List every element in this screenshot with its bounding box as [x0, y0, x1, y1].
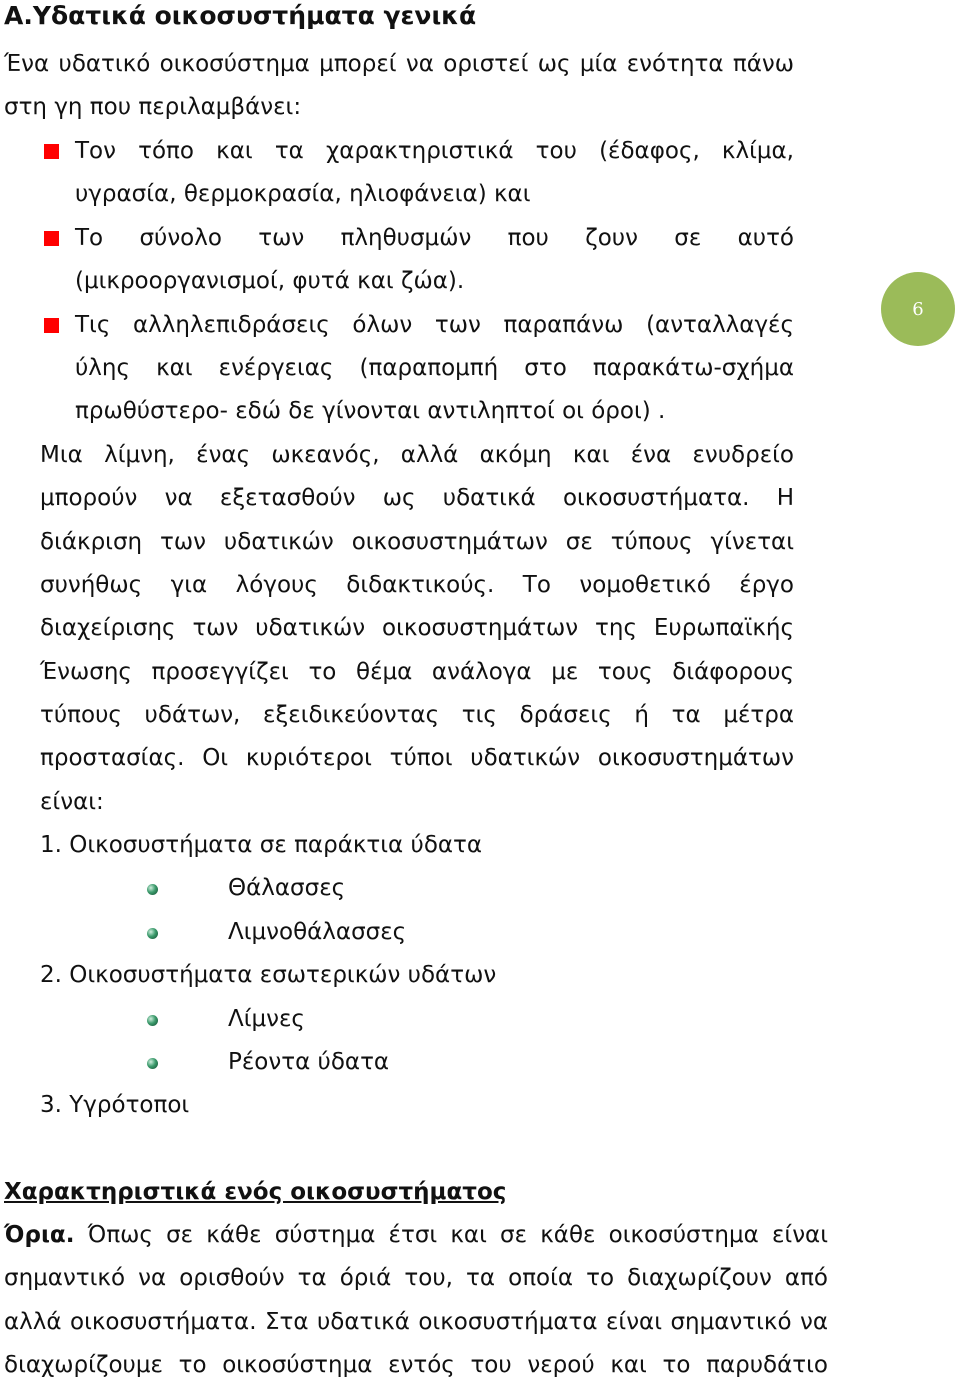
bullet-2-line-1: Το σύνολο των πληθυσμών που ζουν σε αυτό [75, 225, 794, 251]
paragraph-line-1: Μια λίμνη, ένας ωκεανός, αλλά ακόμη και ένα ενυδρείο [40, 442, 794, 468]
section-heading: Α.Υδατικά οικοσυστήματα γενικά [4, 1, 477, 30]
type-3-label: 3. Υγρότοποι [40, 1092, 190, 1118]
paragraph-line-2: μπορούν να εξετασθούν ως υδατικά οικοσυστήματα. Η [40, 485, 794, 511]
bullet-1-line-2: υγρασία, θερμοκρασία, ηλιοφάνεια) και [75, 181, 531, 207]
intro-line-1: Ένα υδατικό οικοσύστημα μπορεί να οριστεί ως μία ενότητα πάνω [4, 51, 794, 77]
paragraph-line-4: συνήθως για λόγους διδακτικούς. Το νομοθετικό έργο [40, 572, 794, 598]
bullet-3-line-3: πρωθύστερο- εδώ δε γίνονται αντιληπτοί οι όροι) . [75, 398, 666, 424]
paragraph-line-3: διάκριση των υδατικών οικοσυστημάτων σε τύπους γίνεται [40, 529, 794, 555]
type-2-item-1: Λίμνες [228, 1006, 305, 1032]
paragraph-line-8: προστασίας. Οι κυριότεροι τύποι υδατικών οικοσυστημάτων [40, 745, 794, 771]
type-1-item-1: Θάλασσες [228, 875, 346, 901]
type-2-item-2: Ρέοντα ύδατα [228, 1049, 390, 1075]
characteristics-line-3: αλλά οικοσυστήματα. Στα υδατικά οικοσυστήματα είναι σημαντικό να [4, 1309, 828, 1335]
paragraph-line-7: τύπους υδάτων, εξειδικεύοντας τις δράσεις ή τα μέτρα [40, 702, 794, 728]
page-number-badge: 6 [881, 272, 955, 346]
type-1-label: 1. Οικοσυστήματα σε παράκτια ύδατα [40, 832, 483, 858]
characteristics-heading: Χαρακτηριστικά ενός οικοσυστήματος [4, 1179, 507, 1205]
characteristics-line-1 [4, 1220, 828, 1250]
characteristics-line-2: σημαντικό να ορισθούν τα όριά του, τα οποία το διαχωρίζουν από [4, 1265, 828, 1291]
green-bullet-icon [147, 928, 158, 939]
paragraph-line-6: Ένωσης προσεγγίζει το θέμα ανάλογα με τους διάφορους [40, 659, 794, 685]
type-2-label: 2. Οικοσυστήματα εσωτερικών υδάτων [40, 962, 497, 988]
bullet-1-line-1: Τον τόπο και τα χαρακτηριστικά του (έδαφος, κλίμα, [75, 138, 794, 164]
green-bullet-icon [147, 1058, 158, 1069]
type-1-item-2: Λιμνοθάλασσες [228, 919, 407, 945]
bullet-3-line-2: ύλης και ενέργειας (παραπομπή στο παρακάτω-σχήμα [75, 355, 794, 381]
red-square-bullet-icon [44, 318, 59, 333]
bullet-3-line-1: Τις αλληλεπιδράσεις όλων των παραπάνω (ανταλλαγές [75, 312, 794, 338]
intro-line-2: στη γη που περιλαμβάνει: [4, 94, 302, 120]
green-bullet-icon [147, 884, 158, 895]
paragraph-line-5: διαχείρισης των υδατικών οικοσυστημάτων της Ευρωπαϊκής [40, 615, 794, 641]
green-bullet-icon [147, 1015, 158, 1026]
characteristics-line-1-text: Όπως σε κάθε σύστημα έτσι και σε κάθε οικοσύστημα είναι [74, 1222, 828, 1248]
term-label: Όρια. [4, 1222, 75, 1248]
bullet-2-line-2: (μικροοργανισμοί, φυτά και ζώα). [75, 268, 465, 294]
red-square-bullet-icon [44, 144, 59, 159]
red-square-bullet-icon [44, 231, 59, 246]
paragraph-line-9: είναι: [40, 789, 104, 815]
characteristics-line-4: διαχωρίζουμε το οικοσύστημα εντός του νερού και το παρυδάτιο [4, 1352, 828, 1378]
